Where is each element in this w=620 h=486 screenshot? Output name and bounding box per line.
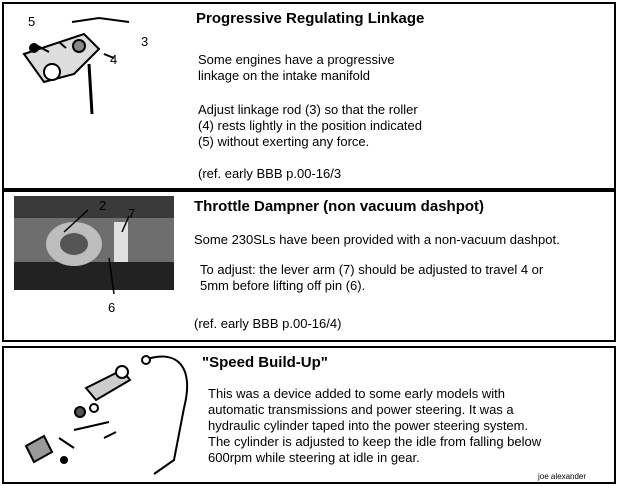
description-text — [208, 386, 541, 466]
reference-text: (ref. early BBB p.00-16/4) — [194, 316, 342, 331]
instruction-text — [198, 102, 422, 150]
text-line: Some engines have a progressive — [198, 52, 395, 67]
text-line: hydraulic cylinder taped into the power steering system. — [208, 418, 529, 433]
text-line: 600rpm while steering at idle in gear. — [208, 450, 420, 465]
callout-5: 5 — [28, 14, 36, 29]
panel-title: Progressive Regulating Linkage — [196, 10, 425, 27]
panel-title: Throttle Dampner (non vacuum dashpot) — [194, 198, 485, 215]
intro-text — [198, 52, 395, 84]
panel-speed-build-up — [2, 346, 616, 484]
panel-throttle-dampner — [2, 190, 616, 342]
author-credit: joe alexander — [538, 472, 587, 481]
text-line: To adjust: the lever arm (7) should be adjusted to travel 4 or — [200, 262, 544, 277]
callout-6: 6 — [108, 300, 116, 315]
speed-buildup-illustration — [4, 348, 204, 482]
text-line: (5) without exerting any force. — [198, 134, 370, 149]
callout-7: 7 — [128, 206, 136, 221]
callout-2: 2 — [99, 198, 107, 213]
text-line: automatic transmissions and power steering. It was a — [208, 402, 514, 417]
panel-progressive-linkage — [2, 2, 616, 190]
callout-3: 3 — [141, 34, 149, 49]
instruction-text — [200, 262, 543, 294]
callout-4: 4 — [110, 52, 118, 67]
panel-title: "Speed Build-Up" — [202, 354, 328, 371]
reference-text: (ref. early BBB p.00-16/3 — [198, 166, 342, 181]
text-line: Adjust linkage rod (3) so that the roller — [198, 102, 418, 117]
dashpot-illustration — [4, 192, 184, 302]
text-line: (4) rests lightly in the position indicated — [198, 118, 423, 133]
text-line: The cylinder is adjusted to keep the idle from falling below — [208, 434, 542, 449]
intro-text: Some 230SLs have been provided with a non-vacuum dashpot. — [194, 232, 560, 247]
text-line: linkage on the intake manifold — [198, 68, 371, 83]
text-line: 5mm before lifting off pin (6). — [200, 278, 366, 293]
text-line: This was a device added to some early models with — [208, 386, 505, 401]
